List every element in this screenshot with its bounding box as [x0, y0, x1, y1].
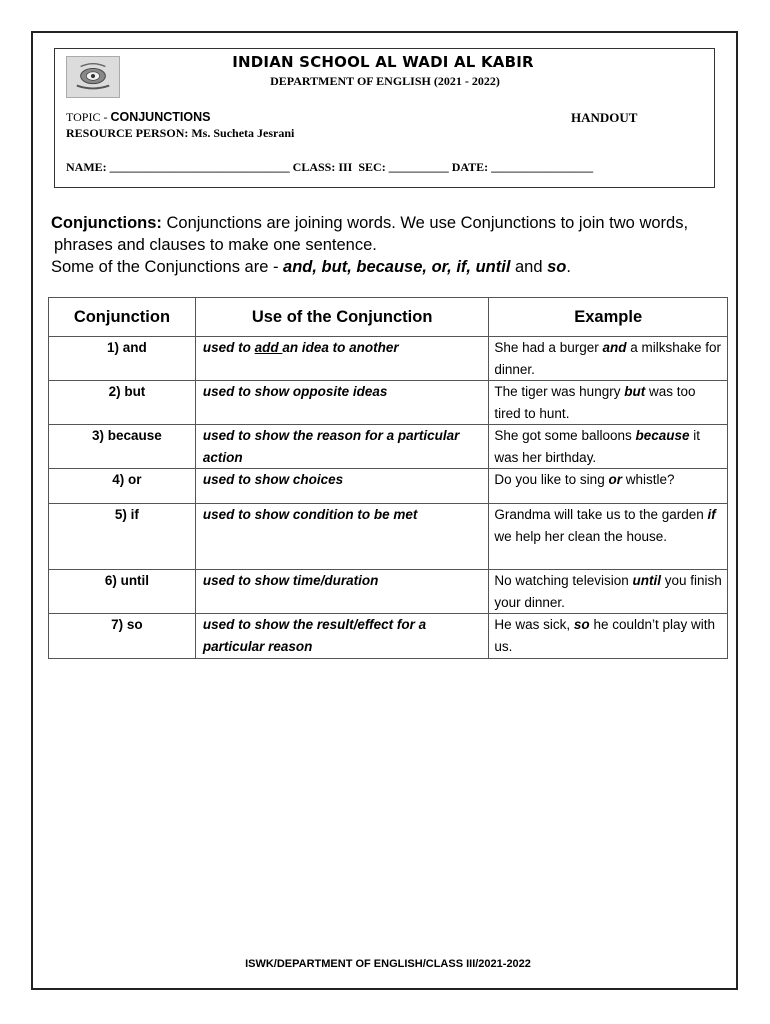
conjunction-cell: 1) and [49, 337, 196, 381]
intro-line-2: phrases and clauses to make one sentence. [54, 236, 377, 254]
resource-person: RESOURCE PERSON: Ms. Sucheta Jesrani [66, 126, 295, 140]
table-row [49, 337, 728, 381]
table-row [49, 381, 728, 425]
conjunction-list: and, but, because, or, if, until [283, 258, 511, 276]
intro-line-1: Conjunctions: Conjunctions are joining words. We use Conjunctions to join two words, [51, 214, 689, 232]
example-cell: She got some balloons because it was her birthday. [489, 425, 728, 469]
page-footer: ISWK/DEPARTMENT OF ENGLISH/CLASS III/2021-2022 [245, 958, 531, 970]
conjunction-cell: 3) because [49, 425, 196, 469]
example-cell: Grandma will take us to the garden if we help her clean the house. [489, 504, 728, 570]
header-conjunction: Conjunction [49, 298, 196, 337]
school-name: INDIAN SCHOOL AL WADI AL KABIR [232, 53, 534, 71]
header-example: Example [489, 298, 728, 337]
table-row [49, 469, 728, 504]
table-row [49, 425, 728, 469]
example-cell: He was sick, so he couldn’t play with us. [489, 614, 728, 659]
department-title: DEPARTMENT OF ENGLISH (2021 - 2022) [270, 74, 500, 88]
topic-label: TOPIC - [66, 110, 111, 124]
example-cell: No watching television until you finish your dinner. [489, 570, 728, 614]
topic-value: CONJUNCTIONS [110, 110, 211, 124]
use-cell: used to show choices [195, 469, 489, 504]
use-cell: used to show condition to be met [195, 504, 489, 570]
conjunction-cell: 7) so [49, 614, 196, 659]
use-cell: used to show time/duration [195, 570, 489, 614]
conjunction-cell: 4) or [49, 469, 196, 504]
example-cell: She had a burger and a milkshake for dinner. [489, 337, 728, 381]
handout-label: HANDOUT [571, 110, 638, 125]
table-header-row [49, 298, 728, 337]
conjunction-cell: 2) but [49, 381, 196, 425]
table-row [49, 570, 728, 614]
table-row [49, 504, 728, 570]
example-cell: The tiger was hungry but was too tired to hunt. [489, 381, 728, 425]
table-row [49, 614, 728, 659]
example-cell: Do you like to sing or whistle? [489, 469, 728, 504]
use-cell: used to show opposite ideas [195, 381, 489, 425]
conjunction-cell: 6) until [49, 570, 196, 614]
use-cell: used to add an idea to another [195, 337, 489, 381]
intro-paragraph [51, 212, 688, 278]
conjunctions-table [48, 297, 728, 659]
use-cell: used to show the result/effect for a particular reason [195, 614, 489, 659]
header-use: Use of the Conjunction [195, 298, 489, 337]
topic-line [66, 110, 210, 125]
use-cell: used to show the reason for a particular action [195, 425, 489, 469]
conjunction-cell: 5) if [49, 504, 196, 570]
intro-line-3: Some of the Conjunctions are - and, but, because, or, if, until and so. [51, 258, 571, 276]
intro-term: Conjunctions: [51, 214, 162, 232]
student-details-line: NAME: ______________________________ CLASS: III SEC: __________ DATE: _________________ [66, 160, 594, 174]
